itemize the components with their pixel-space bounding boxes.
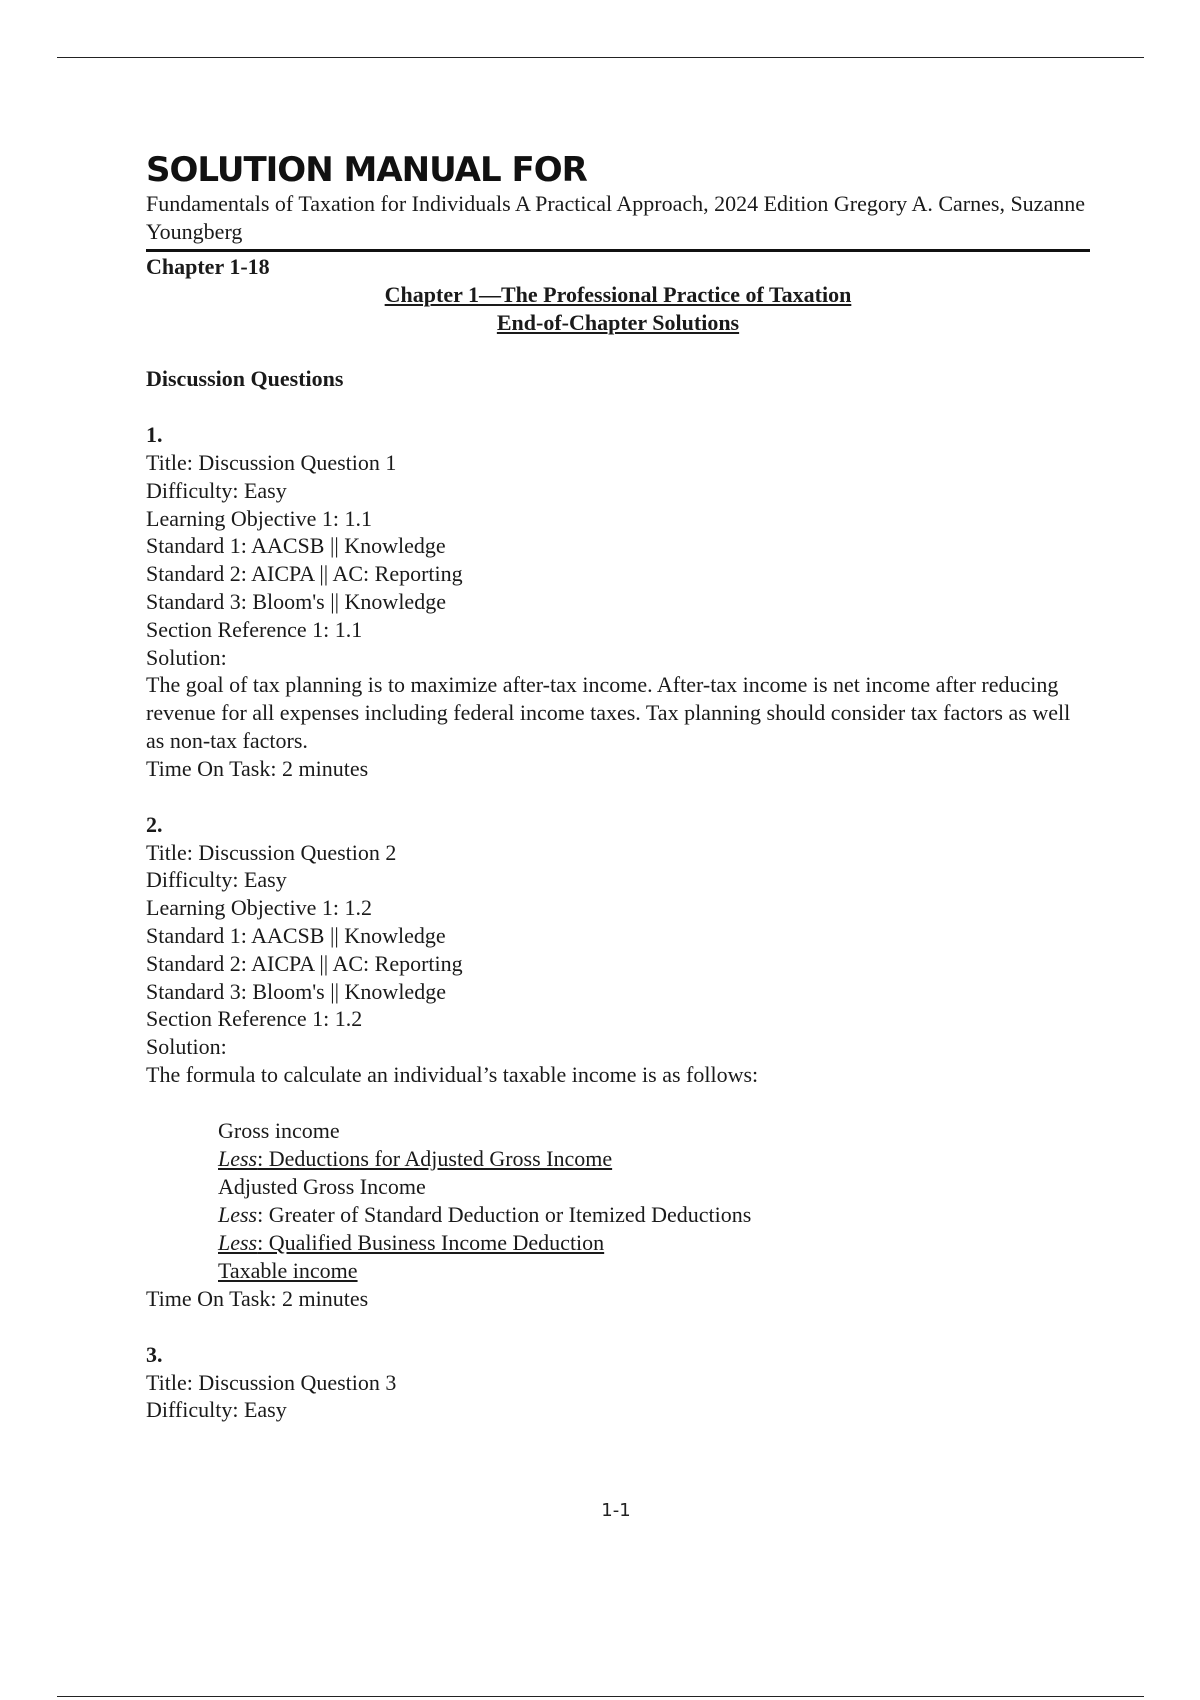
qbi-text: : Qualified Business Income Deduction (257, 1229, 605, 1255)
section-reference: Section Reference 1: 1.1 (146, 616, 363, 642)
formula-taxable-income (218, 1257, 1096, 1285)
question-title: Title: Discussion Question 2 (146, 839, 397, 865)
question-title: Title: Discussion Question 1 (146, 450, 397, 475)
question-difficulty: Difficulty: Easy (146, 867, 287, 893)
document-page (146, 152, 1096, 1424)
standard-2: Standard 2: AICPA || AC: Reporting (146, 950, 463, 976)
section-heading: Discussion Questions (146, 366, 344, 391)
deductions-agi-text: : Deductions for Adjusted Gross Income (257, 1145, 613, 1171)
formula-gross-income: Gross income (218, 1117, 340, 1143)
chapter-range: Chapter 1-18 (146, 254, 270, 279)
question-number: 3. (146, 1341, 163, 1367)
question-difficulty: Difficulty: Easy (146, 1397, 287, 1423)
chapter-title: Chapter 1—The Professional Practice of Taxation (384, 282, 852, 307)
less-label: Less (218, 1229, 258, 1255)
top-page-rule (57, 57, 1144, 58)
page-number: 1-1 (601, 1500, 631, 1521)
question-difficulty: Difficulty: Easy (146, 477, 287, 503)
solution-label: Solution: (146, 1034, 227, 1060)
solution-text: The formula to calculate an individual’s taxable income is as follows: (146, 1061, 759, 1087)
formula-qbi (218, 1229, 1096, 1257)
solution-text: The goal of tax planning is to maximize after-tax income. After-tax income is net income after reducing revenue for all expenses including federal income taxes. Tax planning should consider tax factors as well as non-tax factors. (146, 672, 1071, 753)
time-on-task: Time On Task: 2 minutes (146, 755, 369, 781)
question-title: Title: Discussion Question 3 (146, 1369, 397, 1395)
standard-1: Standard 1: AACSB || Knowledge (146, 922, 446, 948)
formula-deductions-agi (218, 1145, 1096, 1173)
question-3 (146, 1341, 1096, 1425)
learning-objective: Learning Objective 1: 1.1 (146, 505, 373, 531)
question-1 (146, 421, 1096, 783)
formula-agi: Adjusted Gross Income (218, 1173, 426, 1199)
book-subtitle: Fundamentals of Taxation for Individuals A Practical Approach, 2024 Edition Gregory A. Carnes, Suzanne Youngberg (146, 191, 1085, 244)
question-2 (146, 811, 1096, 1313)
formula-greater-of (218, 1201, 1096, 1229)
taxable-income-text: Taxable income (218, 1257, 358, 1283)
taxable-income-formula (146, 1117, 1096, 1285)
header-divider (146, 249, 1090, 252)
question-number: 2. (146, 811, 163, 837)
greater-of-text: : Greater of Standard Deduction or Itemized Deductions (257, 1201, 752, 1227)
standard-2: Standard 2: AICPA || AC: Reporting (146, 561, 463, 587)
standard-1: Standard 1: AACSB || Knowledge (146, 533, 446, 559)
question-number: 1. (146, 422, 163, 447)
section-reference: Section Reference 1: 1.2 (146, 1006, 363, 1032)
learning-objective: Learning Objective 1: 1.2 (146, 895, 373, 921)
time-on-task: Time On Task: 2 minutes (146, 1285, 369, 1311)
bottom-page-rule (57, 1696, 1144, 1697)
less-label: Less (218, 1145, 258, 1171)
document-heading: SOLUTION MANUAL FOR (146, 150, 587, 190)
solutions-title: End-of-Chapter Solutions (496, 310, 740, 335)
less-label: Less (218, 1201, 258, 1227)
solution-label: Solution: (146, 644, 227, 670)
standard-3: Standard 3: Bloom's || Knowledge (146, 588, 446, 614)
standard-3: Standard 3: Bloom's || Knowledge (146, 978, 446, 1004)
